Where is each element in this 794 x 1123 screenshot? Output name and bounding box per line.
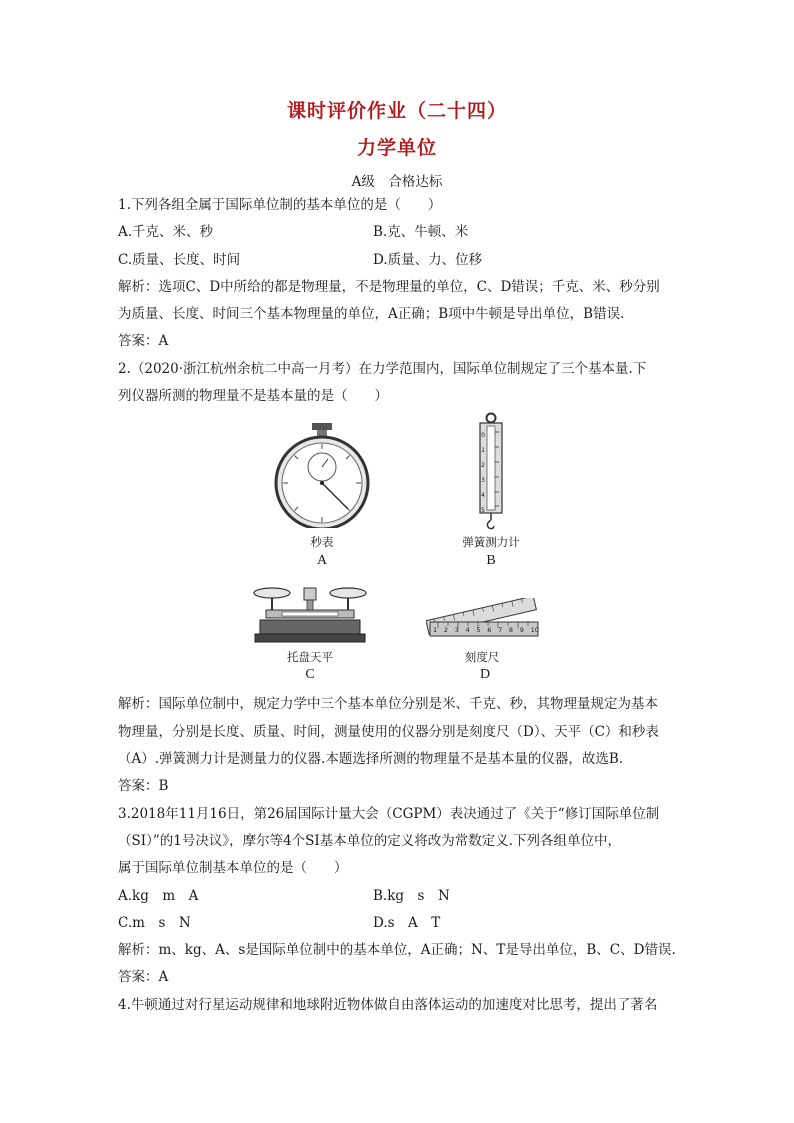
figure-b-letter: B	[486, 553, 496, 568]
q2-answer: 答案：B	[118, 778, 169, 794]
level-heading: A级 合格达标	[351, 174, 443, 190]
q1-stem: 1.下列各组全属于国际单位制的基本单位的是（ ）	[118, 197, 442, 213]
ruler-tick: 1	[433, 626, 438, 634]
figure-a-letter: A	[316, 553, 328, 568]
ruler-figure	[426, 598, 540, 648]
q3-option-b: B.kg s N	[373, 888, 450, 904]
spring-scale-tick: 5	[481, 507, 485, 514]
q3-stem-line-1: 3.2018年11月16日，第26届国际计量大会（CGPM）表决通过了《关于“修订国际单位制	[118, 806, 660, 822]
ruler-tick: 6	[487, 626, 492, 634]
ruler-tick: 10	[530, 626, 539, 634]
ruler-tick-labels	[433, 626, 539, 634]
ruler-tick: 9	[519, 626, 524, 634]
q3-option-c: C.m s N	[118, 915, 191, 931]
spring-scale-tick: 4	[481, 492, 485, 499]
q2-stem-line-1: 2.（2020·浙江杭州余杭二中高一月考）在力学范围内，国际单位制规定了三个基本量.下	[118, 361, 647, 377]
q3-analysis: 解析：m、kg、A、s是国际单位制中的基本单位，A正确；N、T是导出单位，B、C、D错误.	[118, 942, 676, 958]
spring-scale-tick: 1	[481, 447, 485, 454]
q4-stem-line-1: 4.牛顿通过对行星运动规律和地球附近物体做自由落体运动的加速度对比思考，提出了著名	[118, 997, 658, 1013]
ruler-tick: 8	[508, 626, 514, 634]
stopwatch-figure	[272, 423, 372, 528]
q2-analysis-line-1: 解析：国际单位制中，规定力学中三个基本单位分别是米、千克、秒，其物理量规定为基本	[118, 696, 658, 712]
q3-stem-line-3: 属于国际单位制基本单位的是（ ）	[118, 860, 348, 876]
figure-c-caption: 托盘天平	[287, 650, 333, 664]
q3-stem-line-2: （SI）”的1号决议》，摩尔等4个SI基本单位的定义将改为常数定义.下列各组单位中，	[118, 833, 622, 849]
ruler-tick: 4	[465, 626, 470, 634]
ruler-tick: 7	[498, 626, 503, 634]
q1-option-b: B.克、牛顿、米	[373, 224, 469, 240]
ruler-tick: 3	[454, 626, 459, 634]
page-title: 课时评价作业（二十四）	[286, 100, 507, 122]
figure-d-letter: D	[479, 667, 491, 682]
q1-analysis-line-2: 为质量、长度、时间三个基本物理量的单位，A正确；B项中牛顿是导出单位，B错误.	[118, 306, 625, 322]
q2-analysis-line-3: （A）.弹簧测力计是测量力的仪器.本题选择所测的物理量不是基本量的仪器，故选B.	[118, 751, 624, 767]
page-subtitle: 力学单位	[356, 137, 437, 159]
q1-analysis-line-1: 解析：选项C、D中所给的都是物理量，不是物理量的单位，C、D错误；千克、米、秒分别	[118, 279, 660, 295]
q1-answer: 答案：A	[118, 333, 169, 349]
figure-b-caption: 弹簧测力计	[462, 535, 520, 549]
q3-answer: 答案：A	[118, 969, 169, 985]
q2-stem-line-2: 列仪器所测的物理量不是基本量的是（ ）	[118, 388, 388, 404]
q1-option-a: A.千克、米、秒	[118, 224, 214, 240]
figure-d-caption: 刻度尺	[464, 650, 500, 664]
spring-scale-tick: 2	[481, 462, 485, 469]
q3-option-d: D.s A T	[373, 915, 441, 931]
ruler-tick: 2	[443, 626, 448, 634]
spring-scale-ticks-left	[478, 428, 488, 518]
ruler-tick: 5	[476, 626, 481, 634]
spring-scale-tick: 3	[481, 477, 485, 484]
q3-option-a: A.kg m A	[118, 888, 199, 904]
figure-c-letter: C	[305, 667, 315, 682]
q1-option-c: C.质量、长度、时间	[118, 252, 241, 268]
q1-option-d: D.质量、力、位移	[373, 252, 483, 268]
q2-analysis-line-2: 物理量，分别是长度、质量、时间，测量使用的仪器分别是刻度尺（D）、天平（C）和秒表	[118, 724, 659, 740]
spring-scale-tick: 0	[481, 432, 485, 439]
figure-a-caption: 秒表	[310, 535, 334, 549]
balance-figure	[252, 584, 368, 646]
